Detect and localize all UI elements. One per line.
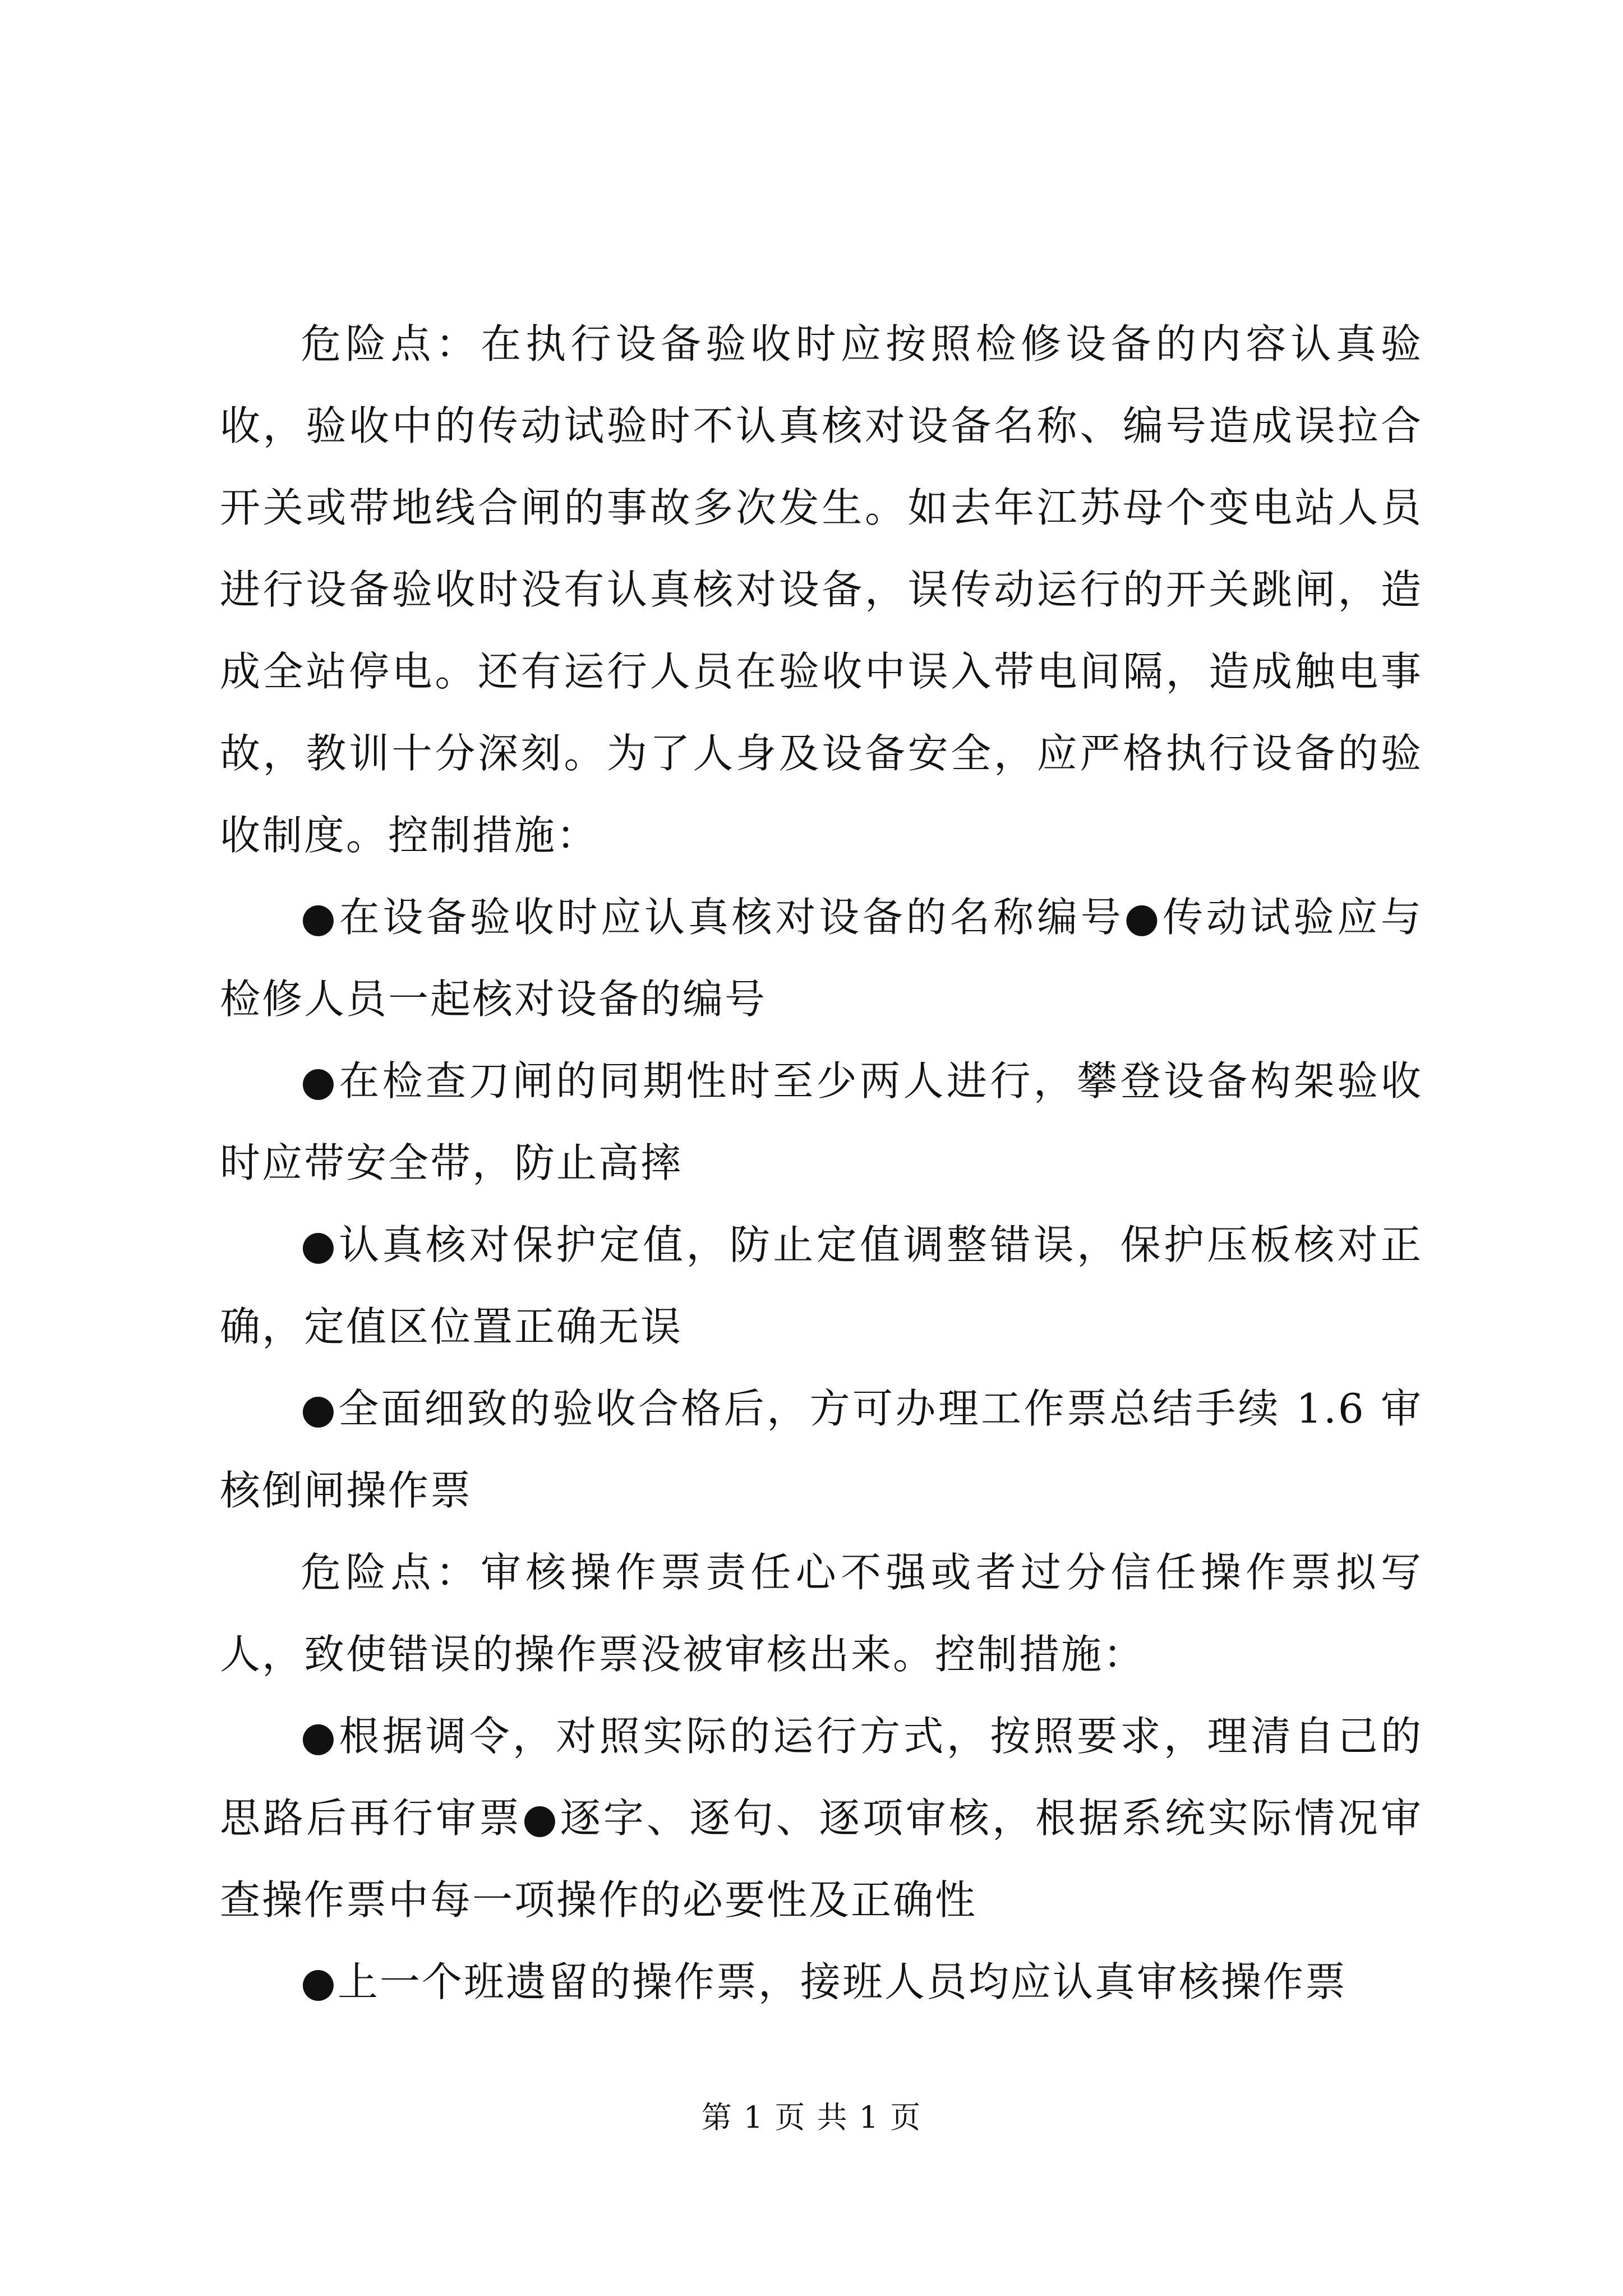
paragraph-measure-shift-handover: ●上一个班遗留的操作票，接班人员均应认真审核操作票 [301, 1958, 1347, 2005]
paragraph-hazard-ticket-review: 危险点：审核操作票责任心不强或者过分信任操作票拟写人，致使错误的操作票没被审核出来。控制措施： [220, 1549, 1423, 1678]
page-footer: 第 1 页 共 1 页 [701, 2100, 922, 2135]
paragraph-hazard-acceptance: 危险点：在执行设备验收时应按照检修设备的内容认真验收，验收中的传动试验时不认真核对设备名称、编号造成误拉合开关或带地线合闸的事故多次发生。如去年江苏母个变电站人员进行设备验收时没有认真核对设备，误传动运行的开关跳闸，造成全站停电。还有运行人员在验收中误入带电间隔，造成触电事故，教训十分深刻。为了人身及设备安全，应严格执行设备的验收制度。控制措施： [220, 320, 1423, 859]
paragraph-measure-acceptance-complete: ●全面细致的验收合格后，方可办理工作票总结手续 1.6 审核倒闸操作票 [220, 1385, 1423, 1514]
paragraph-measure-review-orders: ●根据调令，对照实际的运行方式，按照要求，理清自己的思路后再行审票●逐字、逐句、逐项审核，根据系统实际情况审查操作票中每一项操作的必要性及正确性 [220, 1713, 1423, 1924]
paragraph-measure-check-names: ●在设备验收时应认真核对设备的名称编号●传动试验应与检修人员一起核对设备的编号 [220, 894, 1423, 1023]
paragraph-measure-switch-sync: ●在检查刀闸的同期性时至少两人进行，攀登设备构架验收时应带安全带，防止高摔 [220, 1057, 1423, 1186]
document-body [220, 303, 1423, 2023]
paragraph-measure-protection-settings: ●认真核对保护定值，防止定值调整错误，保护压板核对正确，定值区位置正确无误 [220, 1221, 1423, 1350]
